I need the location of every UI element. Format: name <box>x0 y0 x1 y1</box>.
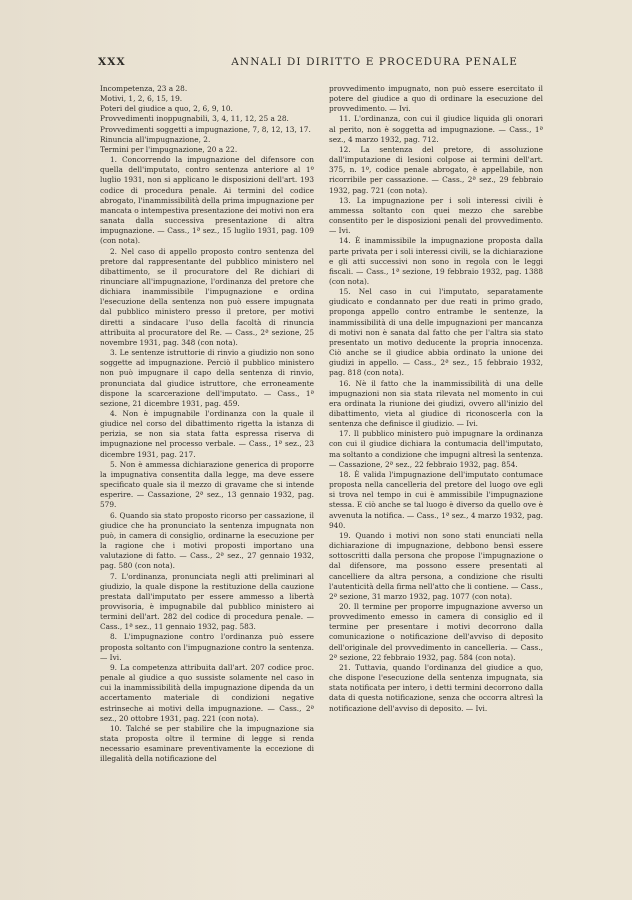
maxim-paragraph: provvedimento impugnato, non può essere esercitato il potere del giudice a quo di ordinare la esecuzione del provvedimento. — Ivi. <box>329 84 543 114</box>
maxim-paragraph: 14. È inammissibile la impugnazione proposta dalla parte privata per i soli interessi civili, se la dichiarazione e gli atti successivi non sono in regola con le leggi fiscali. — Cass., 1ª sezione, 19 febbraio 1932, pag. 1388 (con nota). <box>329 236 543 286</box>
index-line: Rinuncia all'impugnazione, 2. <box>100 134 211 144</box>
maxim-paragraph: 17. Il pubblico ministero può impugnare la ordinanza con cui il giudice dichiara la contumacia dell'imputato, ma soltanto a condizione che impugni altresì la sentenza. — Cassazione, 2ª sez., 22 febbraio 1932, pag. 854. <box>329 429 543 469</box>
maxim-paragraph: 12. La sentenza del pretore, di assoluzione dall'imputazione di lesioni colpose ai termini dell'art. 375, n. 1º, codice penale abrogato, è appellabile, non ricorribile per cassazione. — Cass., 2ª sez., 29 febbraio 1932, pag. 721 (con nota). <box>329 144 543 195</box>
maxim-paragraph: 18. È valida l'impugnazione dell'imputato contumace proposta nella cancelleria del pretore del luogo ove egli si trova nel tempo in cui è ammissibile l'impugnazione stessa. E ciò anche se tal luogo è diverso da quello ove è avvenuta la notifica. — Cass., 1ª sez., 4 marzo 1932, pag. 940. <box>329 469 543 530</box>
index-line: Motivi, 1, 2, 6, 15, 19. <box>100 94 183 104</box>
maxim-paragraph: 5. Non è ammessa dichiarazione generica di proporre la impugnativa consentita dalla legge, ma deve essere specificato quale sia il mezzo di gravame che si intende esperire. — Cassazione, 2ª sez., 13 gennaio 1932, pag. 579. <box>100 459 314 510</box>
maxim-paragraph: 8. L'impugnazione contro l'ordinanza può essere proposta soltanto con l'impugnazione contro la sentenza. — Ivi. <box>100 632 314 662</box>
maxim-paragraph: 4. Non è impugnabile l'ordinanza con la quale il giudice nel corso del dibattimento rigetta la istanza di perizia, se non sia stata fatta espressa riserva di impugnazione nel processo verbale. — Cass., 1ª sez., 23 dicembre 1931, pag. 217. <box>100 409 314 459</box>
running-title: ANNALI DI DIRITTO E PROCEDURA PENALE <box>231 56 518 68</box>
index-line: Termini per l'impugnazione, 20 a 22. <box>100 144 238 154</box>
maxim-paragraph: 13. La impugnazione per i soli interessi civili è ammessa soltanto con quei mezzo che sarebbe consentito per le disposizioni penali del provvedimento. — Ivi. <box>329 195 543 236</box>
maxim-paragraph: 9. La competenza attribuita dall'art. 207 codice proc. penale al giudice a quo sussiste solamente nel caso in cui la inammissibilità della impugnazione dipenda da un accertamento materiale di condizioni negative estrinseche ai motivi della impugnazione. — Cass., 2ª sez., 20 ottobre 1931, pag. 221 (con nota). <box>100 662 314 723</box>
page-header <box>98 56 518 68</box>
maxim-paragraph: 2. Nel caso di appello proposto contro sentenza del pretore dal rappresentante del pubblico ministero nel dibattimento, se il procuratore del Re dichiari di rinunciare all'impugnazione, l'ordinanza del pretore che dichiara inammissibile l'impugnazione e ordina l'esecuzione della sentenza non può essere impugnata dal pubblico ministero presso il pretore, per motivi diretti a sindacare l'uso della facoltà di rinuncia attribuita al procuratore del Re. — Cass., 2ª sezione, 25 novembre 1931, pag. 348 (con nota). <box>100 246 314 347</box>
right-column <box>329 84 543 714</box>
maxim-paragraph: 11. L'ordinanza, con cui il giudice liquida gli onorari al perito, non è soggetta ad impugnazione. — Cass., 1ª sez., 4 marzo 1932, pag. 712. <box>329 114 543 144</box>
index-line: Provvedimenti soggetti a impugnazione, 7, 8, 12, 13, 17. <box>100 124 311 134</box>
left-column <box>100 84 314 764</box>
maxim-paragraph: 21. Tuttavia, quando l'ordinanza del giudice a quo, che dispone l'esecuzione della sentenza impugnata, sia stata notificata per intero, i detti termini decorrono dalla data di questa notificazione, senza che occorra altresì la notificazione dell'avviso di deposito. — Ivi. <box>329 662 543 713</box>
maxim-paragraph: 19. Quando i motivi non sono stati enunciati nella dichiarazione di impugnazione, debbono bensì essere sottoscritti dalla persona che propose l'impugnazione o dal difensore, ma possono essere presentati al cancelliere da altra persona, a condizione che risulti l'autenticità della firma nell'atto che li contiene. — Cass., 2ª sezione, 31 marzo 1932, pag. 1077 (con nota). <box>329 530 543 601</box>
maxim-paragraph: 20. Il termine per proporre impugnazione avverso un provvedimento emesso in camera di consiglio ed il termine per presentare i motivi decorrono dalla comunicazione o notificazione dell'avviso di deposito dell'originale del provvedimento in cancelleria. — Cass., 2ª sezione, 22 febbraio 1932, pag. 584 (con nota). <box>329 601 543 662</box>
page-number: XXX <box>98 56 126 68</box>
index-line: Provvedimenti inoppugnabili, 3, 4, 11, 12, 25 a 28. <box>100 114 289 124</box>
maxim-paragraph: 6. Quando sia stato proposto ricorso per cassazione, il giudice che ha pronunciato la sentenza impugnata non può, in camera di consiglio, ordinarne la esecuzione per la ragione che i motivi proposti importano una valutazione di fatto. — Cass., 2ª sez., 27 gennaio 1932, pag. 580 (con nota). <box>100 510 314 571</box>
maxim-paragraph: 7. L'ordinanza, pronunciata negli atti preliminari al giudizio, la quale dispone la restituzione della cauzione prestata dall'imputato per essere ammesso a libertà provvisoria, è impugnabile dal pubblico ministero ai termini dell'art. 282 del codice di procedura penale. — Cass., 1ª sez., 11 gennaio 1932, pag. 583. <box>100 571 314 632</box>
maxim-paragraph: 15. Nel caso in cui l'imputato, separatamente giudicato e condannato per due reati in primo grado, proponga appello contro entrambe le sentenze, la inammissibilità di una delle impugnazioni per mancanza di motivi non è sanata dal fatto che per l'altra sia stato presentato un motivo deducente la propria innocenza. Ciò anche se il giudice abbia ordinato la unione dei giudizi in appello. — Cass., 2ª sez., 15 febbraio 1932, pag. 818 (con nota). <box>329 287 543 378</box>
maxim-paragraph: 10. Talché se per stabilire che la impugnazione sia stata proposta oltre il termine di legge si renda necessario esaminare preventivamente la eccezione di illegalità della notificazione del <box>100 723 314 764</box>
maxim-paragraph: 16. Nè il fatto che la inammissibilità di una delle impugnazioni non sia stata rilevata nel momento in cui era ordinata la riunione dei giudizi, ovvero all'inizio del dibattimento, vieta al giudice di riconoscerla con la sentenza che definisce il giudizio. — Ivi. <box>329 378 543 429</box>
index-line: Incompetenza, 23 a 28. <box>100 84 188 93</box>
maxim-paragraph: 3. Le sentenze istruttorie di rinvio a giudizio non sono soggette ad impugnazione. Perciò il pubblico ministero non può impugnare il capo della sentenza di rinvio, pronunciata dal giudice istruttore, che erroneamente dispone la scarcerazione dell'imputato. — Cass., 1ª sezione, 21 dicembre 1931, pag. 459. <box>100 348 314 408</box>
index-line: Poteri del giudice a quo, 2, 6, 9, 10. <box>100 104 233 114</box>
maxim-paragraph: 1. Concorrendo la impugnazione del difensore con quella dell'imputato, contro sentenza anteriore al 1º luglio 1931, non si applicano le disposizioni dell'art. 193 codice di procedura penale. Ai termini del codice abrogato, l'inammissibilità della prima impugnazione per mancata o intempestiva presentazione dei motivi non era sanata dalla successiva presentazione di altra impugnazione. — Cass., 1ª sez., 15 luglio 1931, pag. 109 (con nota). <box>100 155 314 246</box>
